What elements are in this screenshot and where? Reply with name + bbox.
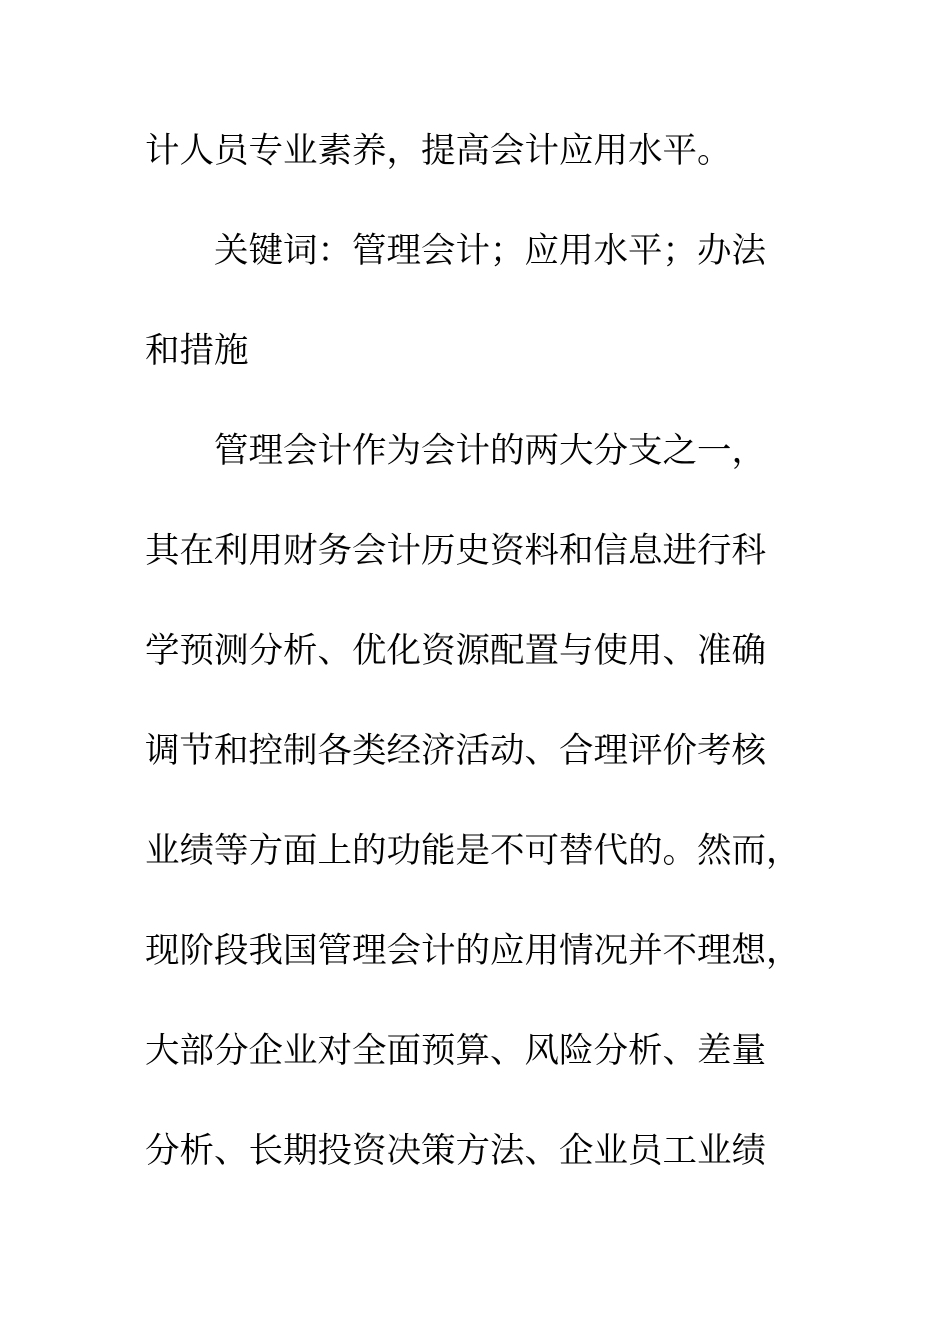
keywords-line: 关键词：管理会计；应用水平；办法 — [214, 231, 766, 271]
body-text-line: 业绩等方面上的功能是不可替代的。然而， — [145, 831, 801, 871]
body-text-line: 其在利用财务会计历史资料和信息进行科 — [145, 531, 766, 571]
body-text-line: 调节和控制各类经济活动、合理评价考核 — [145, 731, 766, 771]
body-text-line: 学预测分析、优化资源配置与使用、准确 — [145, 631, 766, 671]
body-text-line: 分析、长期投资决策方法、企业员工业绩 — [145, 1131, 766, 1171]
keywords-line-continued: 和措施 — [145, 331, 249, 371]
paragraph-first-line: 管理会计作为会计的两大分支之一， — [214, 431, 766, 471]
body-text-line: 现阶段我国管理会计的应用情况并不理想， — [145, 931, 801, 971]
body-text-line: 计人员专业素养，提高会计应用水平。 — [145, 131, 732, 171]
body-text-line: 大部分企业对全面预算、风险分析、差量 — [145, 1031, 766, 1071]
